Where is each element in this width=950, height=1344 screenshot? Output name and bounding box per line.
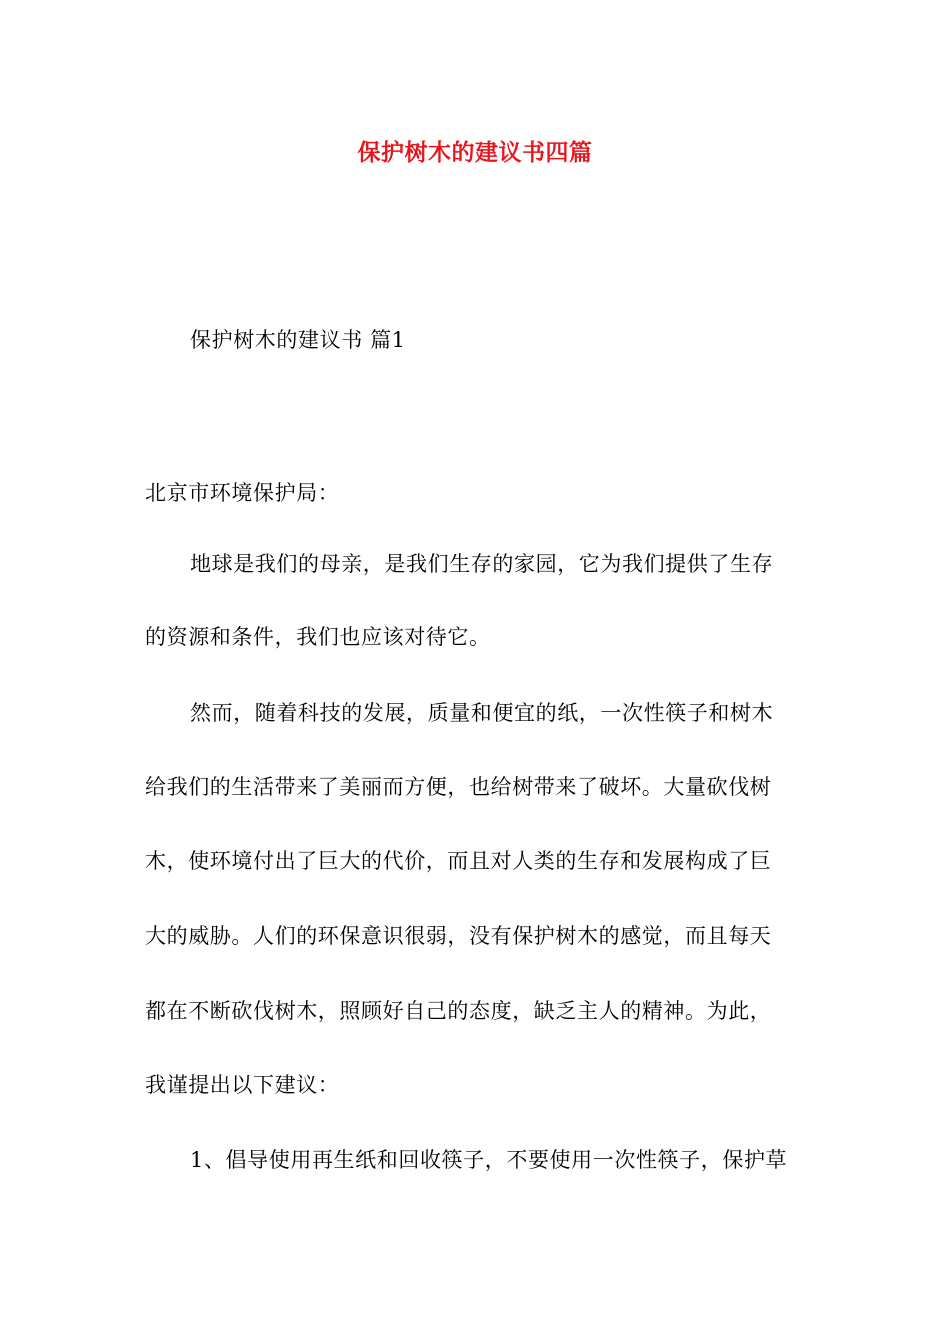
- document-title: 保护树木的建议书四篇: [357, 139, 593, 166]
- paragraph-line: 都在不断砍伐树木，照顾好自己的态度，缺乏主人的精神。为此，: [145, 999, 772, 1023]
- paragraph-line: 1、倡导使用再生纸和回收筷子，不要使用一次性筷子，保护草: [190, 1148, 788, 1172]
- paragraph-line: 我谨提出以下建议：: [145, 1073, 340, 1097]
- paragraph-line: 的资源和条件，我们也应该对待它。: [145, 625, 491, 649]
- paragraph-line: 给我们的生活带来了美丽而方便，也给树带来了破坏。大量砍伐树: [145, 775, 772, 799]
- paragraph-line: 木，使环境付出了巨大的代价，而且对人类的生存和发展构成了巨: [145, 849, 772, 873]
- paragraph-line: 地球是我们的母亲，是我们生存的家园，它为我们提供了生存: [190, 552, 774, 576]
- salutation: 北京市环境保护局：: [145, 481, 340, 505]
- paragraph-line: 然而，随着科技的发展，质量和便宜的纸，一次性筷子和树木: [190, 701, 774, 725]
- section-heading: 保护树木的建议书 篇1: [190, 328, 406, 352]
- paragraph-line: 大的威胁。人们的环保意识很弱，没有保护树木的感觉，而且每天: [145, 924, 772, 948]
